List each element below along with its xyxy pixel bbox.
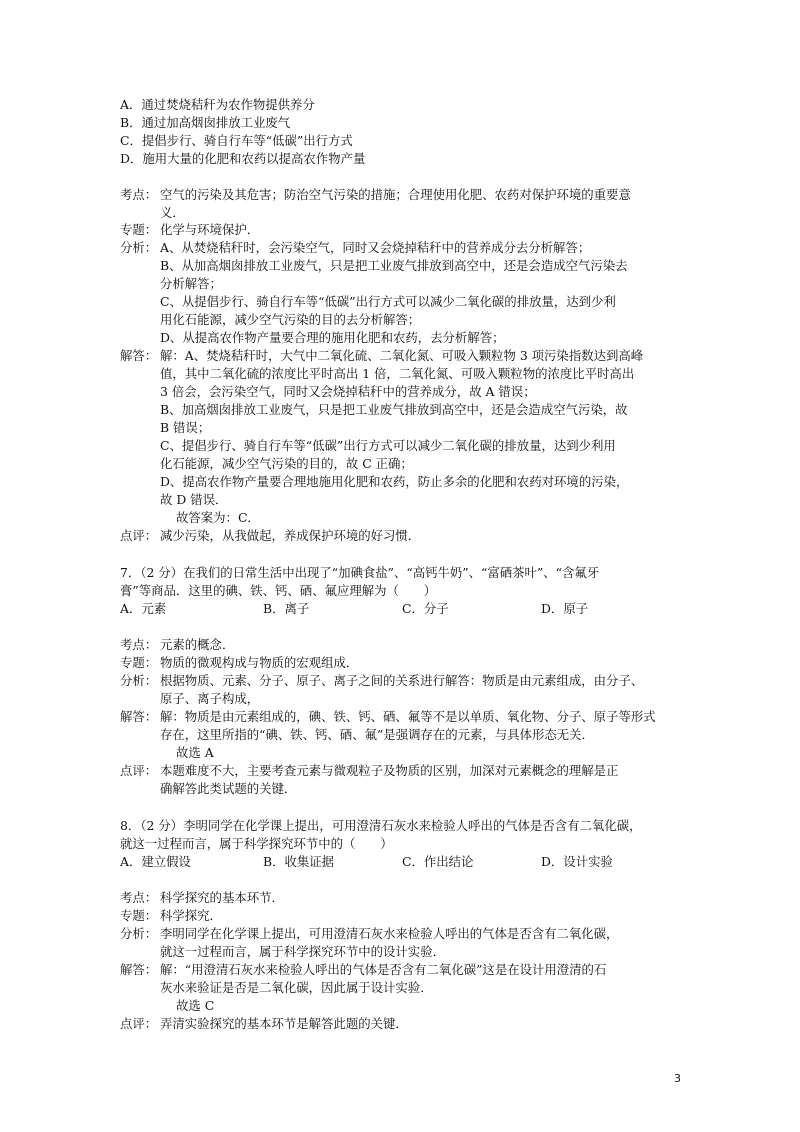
q6-kaodian-text-cont: 义．	[160, 205, 185, 220]
q8-kaodian-text: 科学探究的基本环节．	[160, 890, 284, 905]
q8-fenxi-line: 李明同学在化学课上提出，可用澄清石灰水来检验人呼出的气体是否含有二氧化碳，	[160, 926, 619, 941]
q7-option-d: D．原子	[541, 601, 589, 616]
q7-fenxi-line: 根据物质、元素、分子、原子、离子之间的关系进行解答：物质是由元素组成，由分子、	[160, 673, 644, 688]
q7-zhuanti-label: 专题：	[120, 655, 158, 670]
q7-zhuanti-text: 物质的微观构成与物质的宏观组成．	[160, 655, 359, 670]
page-number: 3	[674, 1072, 681, 1085]
q6-fenxi-line: A、从焚烧秸秆时，会污染空气，同时又会烧掉秸秆中的营养成分去分析解答；	[160, 240, 591, 255]
q6-jieda-line: B 错误；	[160, 420, 211, 435]
q8-zhuanti-text: 科学探究．	[160, 908, 222, 923]
q6-jieda-line: C、提倡步行、骑自行车等“低碳”出行方式可以减少二氧化碳的排放量，达到少利用	[160, 438, 616, 453]
q6-option-c: C．提倡步行、骑自行车等“低碳”出行方式	[120, 133, 353, 148]
q7-kaodian-label: 考点：	[120, 637, 158, 652]
q8-stem-cont: 就这一过程而言，属于科学探究环节中的（ ）	[120, 836, 393, 851]
q8-answer: 故选 C	[176, 998, 215, 1013]
q8-fenxi-label: 分析：	[120, 926, 158, 941]
q8-jieda-label: 解答：	[120, 962, 158, 977]
q6-option-d: D．施用大量的化肥和农药以提高农作物产量	[120, 151, 366, 166]
q6-fenxi-line: B、从加高烟囱排放工业废气，只是把工业废气排放到高空中，还是会造成空气污染去	[160, 258, 628, 273]
q7-jieda-line: 存在，这里所指的“碘、铁、钙、硒、氟”是强调存在的元素，与具体形态无关．	[160, 727, 594, 742]
q8-dianping-text: 弄清实验探究的基本环节是解答此题的关键．	[160, 1016, 408, 1031]
q7-kaodian-text: 元素的概念．	[160, 637, 235, 652]
q8-option-a: A．建立假设	[120, 854, 191, 869]
q7-option-a: A．元素	[120, 601, 167, 616]
q8-fenxi-line: 就这一过程而言，属于科学探究环节中的设计实验．	[160, 944, 445, 959]
q6-jieda-line: D、提高农作物产量要合理地施用化肥和农药，防止多余的化肥和农药对环境的污染，	[160, 474, 629, 489]
q6-jieda-line: 解：A、焚烧秸秆时，大气中二氧化硫、二氧化氮、可吸入颗粒物 3 项污染指数达到高峰	[160, 348, 644, 363]
q6-option-b: B．通过加高烟囱排放工业废气	[120, 115, 291, 130]
q8-option-d: D．设计实验	[541, 854, 613, 869]
q7-stem-cont: 膏”等商品．这里的碘、铁、钙、硒、氟应理解为（ ）	[120, 583, 437, 598]
q7-dianping-label: 点评：	[120, 763, 158, 778]
q7-dianping-line: 确解答此类试题的关键．	[160, 781, 297, 796]
q8-zhuanti-label: 专题：	[120, 908, 158, 923]
q7-option-b: B．离子	[263, 601, 310, 616]
q7-fenxi-line: 原子、离子构成，	[160, 691, 260, 706]
q6-fenxi-label: 分析：	[120, 240, 158, 255]
q7-fenxi-label: 分析：	[120, 673, 158, 688]
q6-option-a: A．通过焚烧秸秆为农作物提供养分	[120, 97, 315, 112]
q6-fenxi-line: 用化石能源，减少空气污染的目的去分析解答；	[160, 312, 421, 327]
q6-dianping-text: 减少污染，从我做起，养成保护环境的好习惯．	[160, 528, 421, 543]
q6-zhuanti-label: 专题：	[120, 222, 158, 237]
q8-jieda-line: 灰水来验证是否是二氧化碳，因此属于设计实验．	[160, 980, 433, 995]
q6-jieda-line: 故 D 错误．	[160, 492, 228, 507]
q6-jieda-line: B、加高烟囱排放工业废气，只是把工业废气排放到高空中，还是会造成空气污染，故	[160, 402, 628, 417]
q6-kaodian-label: 考点：	[120, 187, 158, 202]
q6-dianping-label: 点评：	[120, 528, 158, 543]
q6-fenxi-line: D、从提高农作物产量要合理的施用化肥和农药，去分析解答；	[160, 330, 505, 345]
q6-jieda-line: 3 倍会，会污染空气，同时又会烧掉秸秆中的营养成分，故 A 错误；	[160, 384, 536, 399]
q8-dianping-label: 点评：	[120, 1016, 158, 1031]
q7-dianping-line: 本题难度不大，主要考查元素与微观粒子及物质的区别，加深对元素概念的理解是正	[160, 763, 619, 778]
q7-answer: 故选 A	[176, 745, 214, 760]
q8-jieda-line: 解：“用澄清石灰水来检验人呼出的气体是否含有二氧化碳”这是在设计用澄清的石	[160, 962, 607, 977]
q8-stem: 8．（2 分）李明同学在化学课上提出，可用澄清石灰水来检验人呼出的气体是否含有二氧化碳，	[120, 818, 642, 833]
q7-jieda-label: 解答：	[120, 709, 158, 724]
q8-option-c: C．作出结论	[402, 854, 474, 869]
q7-option-c: C．分子	[402, 601, 449, 616]
q6-jieda-label: 解答：	[120, 348, 158, 363]
q6-jieda-line: 值，其中二氧化硫的浓度比平时高出 1 倍，二氧化氮、可吸入颗粒物的浓度比平时高出	[160, 366, 635, 381]
q6-answer: 故答案为：C．	[176, 510, 260, 525]
q7-jieda-line: 解：物质是由元素组成的，碘、铁、钙、硒、氟等不是以单质、氧化物、分子、原子等形式	[160, 709, 656, 724]
q6-fenxi-line: 分析解答；	[160, 276, 222, 291]
q7-stem: 7．（2 分）在我们的日常生活中出现了“加碘食盐”、“高钙牛奶”、“富硒茶叶”、“含氟牙	[120, 565, 600, 580]
q6-jieda-line: 化石能源，减少空气污染的目的，故 C 正确；	[160, 456, 413, 471]
q6-zhuanti-text: 化学与环境保护．	[160, 222, 260, 237]
q6-kaodian-text: 空气的污染及其危害；防治空气污染的措施；合理使用化肥、农药对保护环境的重要意	[160, 187, 631, 202]
q8-option-b: B．收集证据	[263, 854, 335, 869]
q6-fenxi-line: C、从提倡步行、骑自行车等“低碳”出行方式可以减少二氧化碳的排放量，达到少利	[160, 294, 616, 309]
q8-kaodian-label: 考点：	[120, 890, 158, 905]
